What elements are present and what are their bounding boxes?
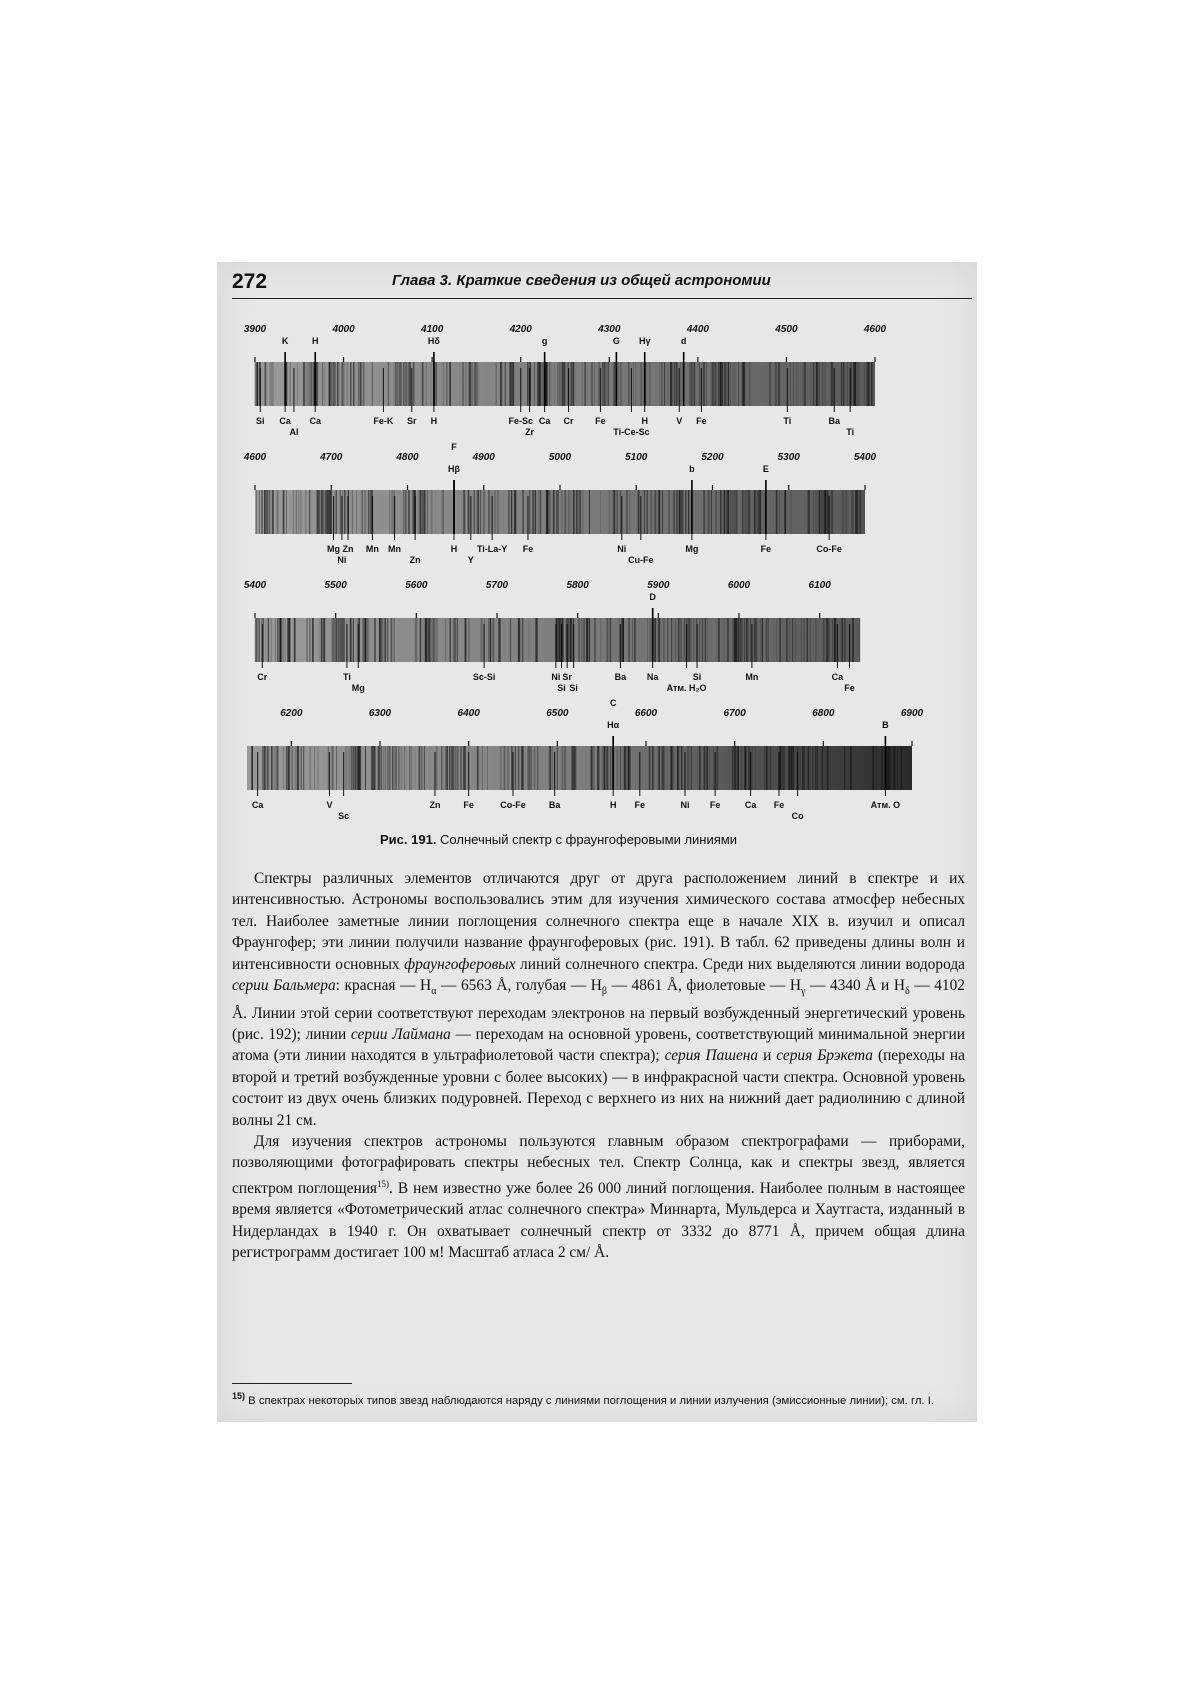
- wavelength-label: 5400: [853, 452, 877, 463]
- element-label: V: [676, 416, 683, 426]
- wavelength-label: 4100: [421, 324, 444, 335]
- element-label: V: [326, 800, 333, 810]
- element-label: Ba: [548, 800, 561, 810]
- element-label: Ca: [279, 416, 291, 426]
- element-label: Атм. H₂O: [666, 683, 707, 693]
- paragraph-1: [232, 868, 965, 1131]
- element-label: Ca: [831, 672, 844, 682]
- wavelength-label: 6800: [812, 708, 835, 719]
- element-label: Mg: [327, 544, 341, 554]
- spectrum-strip-3: [243, 576, 935, 696]
- figure-caption-label: Рис. 191.: [380, 832, 437, 847]
- text-run: линий солнечного спектра. Среди них выделяются линии водорода: [515, 955, 965, 973]
- element-label: Ti: [846, 427, 855, 437]
- element-label: Атм. O: [870, 800, 901, 810]
- element-label: H: [609, 800, 617, 810]
- element-label: Si: [256, 416, 265, 426]
- text-run: : красная — H: [335, 977, 432, 995]
- element-label: Sc-Si: [472, 672, 496, 682]
- wavelength-label: 4900: [472, 452, 495, 463]
- chapter-title: Глава 3. Краткие сведения из общей астрономии: [392, 272, 771, 289]
- fraunhofer-mark-label: H: [311, 336, 319, 346]
- spectrum-strip-2: [243, 442, 935, 568]
- footnote-rule: [232, 1383, 352, 1384]
- footnote-mark: 15): [232, 1391, 246, 1401]
- figure-caption: [380, 832, 737, 847]
- wavelength-label: 5700: [485, 580, 509, 591]
- element-label: Mn: [365, 544, 379, 554]
- paragraph-2: [232, 1131, 965, 1264]
- wavelength-label: 6100: [808, 580, 831, 591]
- fraunhofer-mark-label: D: [649, 592, 656, 602]
- header-rule: [232, 298, 972, 299]
- italic-term: серии Лаймана: [350, 1025, 451, 1043]
- wavelength-label: 4500: [775, 324, 798, 335]
- element-label: Sr: [562, 672, 572, 682]
- wavelength-label: 4800: [396, 452, 419, 463]
- text-run: и: [758, 1047, 777, 1065]
- element-label: Fe-K: [373, 416, 394, 426]
- wavelength-label: 6700: [723, 708, 746, 719]
- text-run: — переходам на основной уровень, соответствующий минимальной энергии атома (эти линии находятся в ультрафиолетовой части спектра);: [232, 1025, 965, 1065]
- footnote: [232, 1388, 965, 1409]
- wavelength-label: 6000: [727, 580, 751, 591]
- element-label: Ti: [783, 416, 792, 426]
- element-label: Y: [467, 555, 474, 565]
- text-run: Для изучения спектров астрономы пользуются главным образом спектрографами — приборами, позволяющими фотографировать спектры небесных тел. Спектр Солнца, как и спектры звезд, является спектром поглощения: [232, 1132, 965, 1197]
- element-label: Fe-Sc: [508, 416, 533, 426]
- wavelength-label: 4600: [243, 452, 267, 463]
- solar-spectrum-figure: [243, 320, 935, 840]
- wavelength-label: 5600: [405, 580, 428, 591]
- element-label: Co-Fe: [816, 544, 842, 554]
- wavelength-label: 5300: [777, 452, 800, 463]
- text-run: . В нем известно уже более 26 000 линий поглощения. Наиболее полным в настоящее время является «Фотометрический атлас солнечного спектра» Миннарта, Мульдерса и Хаутгаста, изданный в Нидерландах в 1940 г. Он охватывает солнечный спектр от 3332 до 8771 Å, причем общая длина регистрограмм достигает 100 м! Масштаб атласа 2 см/ Å.: [232, 1179, 965, 1262]
- fraunhofer-mark-label: d: [680, 336, 687, 346]
- subscript: β: [601, 986, 607, 998]
- text-run: — 4340 Å и H: [805, 977, 905, 995]
- element-label: Cr: [563, 416, 574, 426]
- element-label: Ca: [309, 416, 321, 426]
- subscript: γ: [800, 986, 806, 998]
- element-label: Fe: [709, 800, 721, 810]
- wavelength-label: 5800: [566, 580, 589, 591]
- element-label: Cu-Fe: [628, 555, 654, 565]
- element-label: Al: [289, 427, 299, 437]
- spectrum-strip-1-svg: [243, 320, 935, 440]
- text-run: — 4861 Å, фиолетовые — H: [606, 977, 801, 995]
- spectrum-bar: [255, 362, 875, 406]
- wavelength-label: 5200: [701, 452, 724, 463]
- italic-term: серия Брэкета: [776, 1047, 873, 1065]
- element-label: Fe: [844, 683, 855, 693]
- element-label: H: [450, 544, 458, 554]
- spectrum-strip-2-svg: [243, 442, 935, 568]
- element-label: Si: [692, 672, 702, 682]
- text-run: Спектры различных элементов отличаются друг от друга расположением линий в спектре и их интенсивностью. Астрономы воспользовались этим для изучения химического состава атмосфер небесных тел. Наиболее заметные линии поглощения солнечного спектра еще в начале XIX в. изучил и описал Фраунгофер; эти линии получили название фраунгоферовых (рис. 191). В табл. 62 приведены длины волн и интенсивности основных: [232, 870, 965, 973]
- running-header: [232, 270, 972, 300]
- text-run: — 6563 Å, голубая — H: [436, 977, 602, 995]
- wavelength-label: 4200: [509, 324, 532, 335]
- element-label: Zn: [342, 544, 354, 554]
- fraunhofer-mark-label: K: [281, 336, 289, 346]
- wavelength-label: 4400: [686, 324, 709, 335]
- element-label: Si: [569, 683, 578, 693]
- element-label: Co-Fe: [500, 800, 526, 810]
- element-label: Ti: [343, 672, 351, 682]
- element-label: Fe: [595, 416, 606, 426]
- fraunhofer-mark-label: g: [541, 336, 548, 346]
- wavelength-label: 6500: [546, 708, 569, 719]
- element-label: Ba: [828, 416, 841, 426]
- element-label: Si: [557, 683, 566, 693]
- italic-term: фраунгоферовых: [404, 955, 516, 973]
- element-label: Ca: [744, 800, 757, 810]
- wavelength-label: 6600: [634, 708, 658, 719]
- body-text: [232, 868, 965, 1264]
- element-label: Cr: [257, 672, 268, 682]
- element-label: Ca: [251, 800, 264, 810]
- fraunhofer-mark-label: C: [609, 698, 617, 708]
- text-run: — 4102 Å. Линии этой серии соответствуют переходам электронов на первый возбужденный энергетический уровень (рис. 192); линии: [232, 977, 966, 1043]
- wavelength-label: 5100: [625, 452, 648, 463]
- element-label: H: [430, 416, 438, 426]
- element-label: Fe: [634, 800, 646, 810]
- subscript: α: [431, 986, 437, 998]
- footnote-text: В спектрах некоторых типов звезд наблюдаются наряду с линиями поглощения и линии излучения (эмиссионные линии); см. гл. I.: [245, 1394, 934, 1407]
- element-label: Na: [646, 672, 659, 682]
- wavelength-label: 4000: [332, 324, 355, 335]
- element-label: Co: [791, 811, 804, 821]
- footnote-ref: 15): [377, 1178, 390, 1189]
- italic-term: серия Пашена: [664, 1047, 759, 1065]
- element-label: H: [641, 416, 648, 426]
- element-label: Fe: [773, 800, 785, 810]
- wavelength-label: 6300: [368, 708, 392, 719]
- element-label: Mn: [388, 544, 402, 554]
- fraunhofer-mark-label: B: [882, 720, 889, 730]
- element-label: Ni: [551, 672, 561, 682]
- element-label: Zn: [409, 555, 421, 565]
- text-run: (переходы на второй и третий возбужденные уровни с более высоких) — в инфракрасной части спектра. Основной уровень состоит из двух очень близких подуровней. Переход с верхнего из них на нижний дает радиолинию с длиной волны 21 см.: [232, 1047, 965, 1129]
- spectrum-strip-4: [251, 698, 935, 824]
- wavelength-label: 4700: [320, 452, 343, 463]
- subscript: δ: [904, 986, 910, 998]
- element-label: Ni: [337, 555, 347, 565]
- fraunhofer-mark-label: Hγ: [638, 336, 651, 346]
- fraunhofer-mark-label: Hβ: [448, 464, 461, 474]
- fraunhofer-mark-label: F: [451, 442, 457, 452]
- element-label: Mn: [745, 672, 759, 682]
- spectrum-strip-3-svg: [243, 576, 935, 696]
- fraunhofer-mark-label: E: [762, 464, 769, 474]
- element-label: Zn: [429, 800, 441, 810]
- italic-term: серии Бальмера: [232, 977, 336, 995]
- spectrum-bar: [255, 490, 865, 534]
- wavelength-label: 6200: [280, 708, 303, 719]
- figure-caption-text: Солнечный спектр с фраунгоферовыми линиями: [440, 832, 737, 847]
- element-label: Ti-La-Y: [476, 544, 508, 554]
- element-label: Ba: [614, 672, 627, 682]
- element-label: Ni: [680, 800, 690, 810]
- wavelength-label: 4300: [598, 324, 621, 335]
- element-label: Fe: [463, 800, 474, 810]
- wavelength-label: 5900: [647, 580, 670, 591]
- wavelength-label: 5000: [548, 452, 572, 463]
- fraunhofer-mark-label: Hδ: [427, 336, 440, 346]
- wavelength-label: 6900: [900, 708, 924, 719]
- element-label: Sc: [338, 811, 350, 821]
- wavelength-label: 6400: [457, 708, 480, 719]
- element-label: Mg: [351, 683, 365, 693]
- element-label: Fe: [760, 544, 772, 554]
- element-label: Ca: [538, 416, 551, 426]
- page-number: 272: [232, 270, 268, 293]
- element-label: Zr: [525, 427, 535, 437]
- element-label: Sr: [407, 416, 417, 426]
- wavelength-label: 5400: [243, 580, 267, 591]
- element-label: Fe: [696, 416, 707, 426]
- element-label: Fe: [522, 544, 534, 554]
- spectrum-strip-1: [243, 320, 935, 440]
- fraunhofer-mark-label: G: [612, 336, 620, 346]
- wavelength-label: 4600: [863, 324, 887, 335]
- fraunhofer-mark-label: Hα: [607, 720, 620, 730]
- element-label: Ni: [617, 544, 627, 554]
- wavelength-label: 5500: [324, 580, 347, 591]
- spectrum-strip-4-svg: [251, 698, 935, 824]
- element-label: Ti-Ce-Sc: [613, 427, 650, 437]
- wavelength-label: 3900: [243, 324, 267, 335]
- fraunhofer-mark-label: b: [689, 464, 695, 474]
- element-label: Mg: [685, 544, 699, 554]
